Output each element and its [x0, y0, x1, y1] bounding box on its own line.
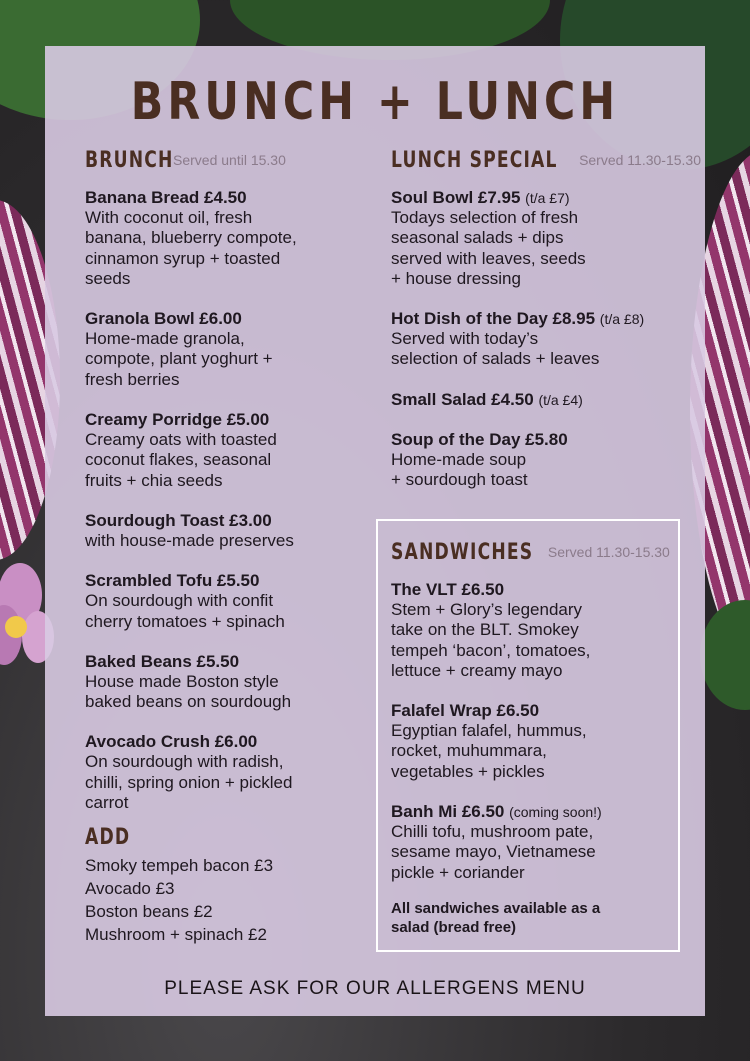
- item-description-line: On sourdough with confit: [85, 591, 274, 611]
- menu-item: [391, 430, 691, 491]
- menu-item: [85, 571, 375, 632]
- item-name: [85, 571, 375, 591]
- item-description-line: Stem + Glory’s legendary: [391, 600, 583, 619]
- add-item: Smoky tempeh bacon £3: [85, 856, 274, 876]
- menu-item: [85, 410, 375, 491]
- sandwiches-footnote: [391, 899, 676, 937]
- item-name: [391, 309, 691, 329]
- item-name: [85, 309, 375, 329]
- brunch-heading: [85, 150, 375, 172]
- item-description-line: cherry tomatoes + spinach: [85, 611, 285, 631]
- menu-item: [85, 732, 375, 813]
- item-description-line: selection of salads + leaves: [391, 349, 600, 369]
- menu-item: [391, 390, 691, 410]
- item-description-line: coconut flakes, seasonal: [85, 450, 272, 470]
- item-description-line: House made Boston style: [85, 671, 279, 691]
- item-description-line: baked beans on sourdough: [85, 692, 292, 712]
- allergens-notice: PLEASE ASK FOR OUR ALLERGENS MENU: [164, 978, 586, 999]
- lunch-served-note: Served 11.30-15.30: [579, 152, 702, 168]
- item-name-price: Granola Bowl £6.00: [85, 309, 242, 329]
- item-description-line: seeds: [85, 268, 131, 288]
- item-note: (t/a £4): [538, 391, 583, 408]
- item-description-line: lettuce + creamy mayo: [391, 660, 563, 680]
- item-description-line: banana, blueberry compote,: [85, 228, 297, 248]
- item-description-line: Egyptian falafel, hummus,: [391, 721, 587, 741]
- item-name-price: Falafel Wrap £6.50: [391, 701, 540, 721]
- item-description-line: Served with today’s: [391, 329, 539, 349]
- add-heading: [85, 827, 375, 849]
- item-description-line: vegetables + pickles: [391, 761, 545, 781]
- menu-item: [391, 188, 691, 289]
- item-description-line: chilli, spring onion + pickled: [85, 772, 293, 792]
- item-description-line: fruits + chia seeds: [85, 470, 223, 490]
- footnote-line: All sandwiches available as a: [391, 899, 601, 917]
- item-description-line: pickle + coriander: [391, 862, 525, 882]
- menu-item: [391, 701, 676, 782]
- sandwiches-column: [391, 542, 676, 937]
- item-description-line: carrot: [85, 793, 129, 813]
- item-description-line: Todays selection of fresh: [391, 208, 579, 227]
- item-name: [391, 188, 691, 208]
- item-name-price: Soul Bowl £7.95: [391, 188, 521, 207]
- item-description-line: served with leaves, seeds: [391, 248, 586, 268]
- sandwich-item-list: [391, 580, 676, 883]
- item-description-line: sesame mayo, Vietnamese: [391, 842, 596, 862]
- menu-item: [391, 802, 676, 883]
- add-item: Mushroom + spinach £2: [85, 925, 267, 945]
- lunch-title: LUNCH SPECIAL: [391, 148, 558, 173]
- item-name: [391, 430, 691, 450]
- item-name-price: Sourdough Toast £3.00: [85, 510, 272, 530]
- menu-item: [391, 309, 691, 370]
- item-name: [85, 410, 375, 430]
- item-name-price: Banana Bread £4.50: [85, 188, 247, 207]
- item-name: [391, 390, 691, 410]
- footnote-line: salad (bread free): [391, 918, 517, 936]
- menu-item: [85, 652, 375, 713]
- item-description-line: tempeh ‘bacon’, tomatoes,: [391, 640, 591, 660]
- item-name-price: Scrambled Tofu £5.50: [85, 571, 260, 591]
- item-name-price: Small Salad £4.50: [391, 389, 534, 409]
- item-note: (t/a £8): [599, 311, 645, 328]
- menu-item: [85, 309, 375, 390]
- item-description-line: Chilli tofu, mushroom pate,: [391, 822, 594, 842]
- add-item-list: [85, 854, 375, 946]
- item-name-price: The VLT £6.50: [391, 580, 505, 599]
- item-description-line: cinnamon syrup + toasted: [85, 248, 281, 268]
- item-description-line: with house-made preserves: [85, 530, 294, 550]
- item-description-line: seasonal salads + dips: [391, 228, 564, 248]
- item-note: (coming soon!): [509, 804, 602, 821]
- sandwiches-served-note: Served 11.30-15.30: [547, 544, 670, 560]
- add-item: Avocado £3: [85, 879, 175, 899]
- sandwiches-heading: [391, 542, 676, 564]
- item-name: [85, 652, 375, 672]
- item-name-price: Creamy Porridge £5.00: [85, 410, 270, 430]
- item-description-line: On sourdough with radish,: [85, 752, 284, 772]
- item-name: [85, 511, 375, 531]
- item-name-price: Avocado Crush £6.00: [85, 732, 258, 752]
- item-description-line: Home-made soup: [391, 449, 527, 469]
- item-note: (t/a £7): [525, 190, 570, 206]
- item-description-line: + house dressing: [391, 268, 521, 288]
- brunch-served-note: Served until 15.30: [173, 152, 286, 168]
- item-description-line: Creamy oats with toasted: [85, 430, 277, 450]
- item-name: [85, 188, 375, 208]
- item-description-line: take on the BLT. Smokey: [391, 620, 579, 640]
- menu-item: [391, 580, 676, 681]
- item-description-line: compote, plant yoghurt +: [85, 349, 273, 369]
- item-name-price: Banh Mi £6.50: [391, 802, 505, 822]
- lunch-heading: [391, 148, 702, 173]
- menu-item: [85, 188, 375, 289]
- brunch-item-list: [85, 188, 375, 813]
- item-name: [391, 580, 676, 600]
- item-description-line: + sourdough toast: [391, 470, 528, 490]
- item-description-line: rocket, muhummara,: [391, 741, 547, 761]
- add-item: Boston beans £2: [85, 902, 213, 922]
- sandwiches-title: SANDWICHES: [391, 540, 534, 565]
- lunch-item-list: [391, 188, 691, 490]
- brunch-title: BRUNCH: [85, 148, 174, 173]
- menu-title: BRUNCH + LUNCH: [130, 72, 620, 132]
- item-description-line: With coconut oil, fresh: [85, 208, 253, 227]
- item-name: [391, 701, 676, 721]
- add-title: ADD: [85, 825, 131, 851]
- item-name: [85, 732, 375, 752]
- item-description-line: fresh berries: [85, 369, 180, 389]
- menu-item: [85, 511, 375, 551]
- item-description-line: Home-made granola,: [85, 329, 245, 349]
- brunch-column: [85, 150, 375, 946]
- item-name-price: Baked Beans £5.50: [85, 651, 240, 671]
- item-name-price: Hot Dish of the Day £8.95: [391, 309, 596, 329]
- item-name-price: Soup of the Day £5.80: [391, 429, 568, 449]
- item-name: [391, 802, 676, 822]
- lunch-column: [391, 148, 702, 490]
